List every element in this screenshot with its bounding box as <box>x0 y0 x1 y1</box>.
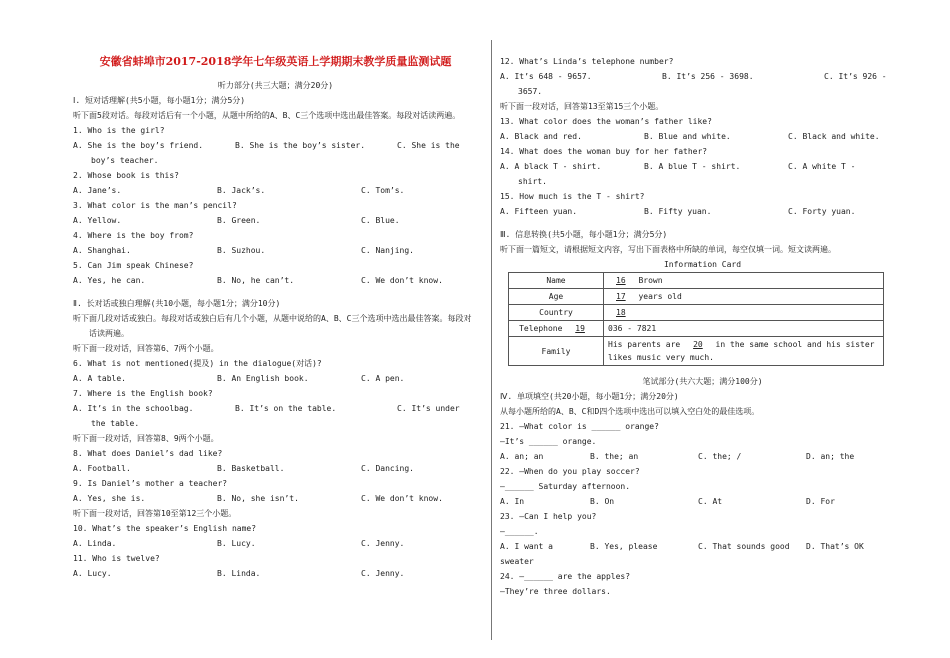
options: A. It’s in the schoolbag. B. It’s on the table. C. It’s under <box>73 404 460 413</box>
section4-instruction: 从每小题所给的A、B、C和D四个选项中选出可以填入空白处的最佳选项。 <box>500 407 760 416</box>
options: A. Yellow. B. Green. C. Blue. <box>73 216 400 225</box>
question-21: 21. —What color is ______ orange? —It’s ______ orange. A. an; an B. the; an C. the; / D. an; the <box>500 419 905 464</box>
question-1: 1. Who is the girl? A. She is the boy’s friend. B. She is the boy’s sister. C. She is the boy’s teacher. <box>73 123 478 168</box>
listening-header: 听力部分(共三大题；满分20分) <box>217 81 334 90</box>
options: A. Yes, he can. B. No, he can’t. C. We don’t know. <box>73 276 443 285</box>
table-row: Telephone 19 036 - 7821 <box>509 321 884 337</box>
options: A. an; an B. the; an C. the; / D. an; the <box>500 452 855 461</box>
options: A. In B. On C. At D. For <box>500 497 835 506</box>
options: A. It’s 648 - 9657. B. It’s 256 - 3698. C. It’s 926 - <box>500 72 887 81</box>
section4-header: Ⅳ. 单项填空(共20小题，每小题1分；满分20分) <box>500 392 679 401</box>
section2-intro-1: 听下面一段对话，回答第6、7两个小题。 <box>73 344 219 353</box>
written-header: 笔试部分(共六大题；满分100分) <box>642 377 763 386</box>
options: A. She is the boy’s friend. B. She is the boy’s sister. C. She is the <box>73 141 460 150</box>
question-8: 8. What does Daniel’s dad like? A. Football. B. Basketball. C. Dancing. <box>73 446 478 476</box>
options: A. Linda. B. Lucy. C. Jenny. <box>73 539 405 548</box>
question-4: 4. Where is the boy from? A. Shanghai. B. Suzhou. C. Nanjing. <box>73 228 478 258</box>
question-22: 22. —When do you play soccer? —______ Saturday afternoon. A. In B. On C. At D. For <box>500 464 905 509</box>
answer-blank[interactable]: 17 <box>616 292 626 301</box>
question-13: 13. What color does the woman’s father like? A. Black and red. B. Blue and white. C. Black and white. <box>500 114 905 144</box>
table-row: Family His parents are 20 in the same school and his sister likes music very much. <box>509 337 884 366</box>
section2-intro-2: 听下面一段对话，回答第8、9两个小题。 <box>73 434 219 443</box>
answer-blank[interactable]: 19 <box>575 324 585 333</box>
left-column <box>73 54 478 581</box>
options: A. Lucy. B. Linda. C. Jenny. <box>73 569 405 578</box>
options: A. Shanghai. B. Suzhou. C. Nanjing. <box>73 246 414 255</box>
question-23: 23. —Can I help you? —______. A. I want a sweater B. Yes, please C. That sounds good D. That’s OK <box>500 509 905 569</box>
question-9: 9. Is Daniel’s mother a teacher? A. Yes, she is. B. No, she isn’t. C. We don’t know. <box>73 476 478 506</box>
options: A. Jane’s. B. Jack’s. C. Tom’s. <box>73 186 405 195</box>
answer-blank[interactable]: 20 <box>693 340 703 349</box>
options: A. Fifteen yuan. B. Fifty yuan. C. Forty yuan. <box>500 207 856 216</box>
question-12: 12. What’s Linda’s telephone number? A. It’s 648 - 9657. B. It’s 256 - 3698. C. It’s 926 - 3657. <box>500 54 905 99</box>
table-row: Name 16 Brown <box>509 273 884 289</box>
question-7: 7. Where is the English book? A. It’s in the schoolbag. B. It’s on the table. C. It’s under the table. <box>73 386 478 431</box>
options: A. Yes, she is. B. No, she isn’t. C. We don’t know. <box>73 494 443 503</box>
section1-instruction: 听下面5段对话。每段对话后有一个小题，从题中所给的A、B、C三个选项中选出最佳答案。每段对话读两遍。 <box>73 111 461 120</box>
question-2: 2. Whose book is this? A. Jane’s. B. Jack’s. C. Tom’s. <box>73 168 478 198</box>
information-card <box>508 272 884 366</box>
question-3: 3. What color is the man’s pencil? A. Yellow. B. Green. C. Blue. <box>73 198 478 228</box>
column-divider <box>491 40 492 640</box>
question-14: 14. What does the woman buy for her father? A. A black T - shirt. B. A blue T - shirt. C. A white T - shirt. <box>500 144 905 189</box>
answer-blank[interactable]: 16 <box>616 276 626 285</box>
options: A. A table. B. An English book. C. A pen. <box>73 374 405 383</box>
options: A. Black and red. B. Blue and white. C. Black and white. <box>500 132 880 141</box>
question-10: 10. What’s the speaker’s English name? A. Linda. B. Lucy. C. Jenny. <box>73 521 478 551</box>
table-row: Age 17 years old <box>509 289 884 305</box>
answer-blank[interactable]: 18 <box>616 308 626 317</box>
section3-instruction: 听下面一篇短文，请根据短文内容，写出下面表格中所缺的单词，每空仅填一词。短文读两遍。 <box>500 245 836 254</box>
options: A. I want a sweater B. Yes, please C. That sounds good D. That’s OK <box>500 542 864 566</box>
section2-instruction: 听下面几段对话或独白。每段对话或独白后有几个小题，从题中说给的A、B、C三个选项中选出最佳答案。每段对话读两遍。 <box>73 314 472 338</box>
page-title: 安徽省蚌埠市2017-2018学年七年级英语上学期期末教学质量监测试题 <box>99 55 452 68</box>
options: A. Football. B. Basketball. C. Dancing. <box>73 464 414 473</box>
section2-intro-4: 听下面一段对话，回答第13至第15三个小题。 <box>500 102 664 111</box>
section2-header: Ⅱ. 长对话或独白理解(共10小题，每小题1分；满分10分) <box>73 299 281 308</box>
question-15: 15. How much is the T - shirt? A. Fifteen yuan. B. Fifty yuan. C. Forty yuan. <box>500 189 905 219</box>
section1-header: Ⅰ. 短对话理解(共5小题，每小题1分；满分5分) <box>73 96 246 105</box>
card-title: Information Card <box>663 260 742 269</box>
question-11: 11. Who is twelve? A. Lucy. B. Linda. C. Jenny. <box>73 551 478 581</box>
section3-header: Ⅲ. 信息转换(共5小题，每小题1分；满分5分) <box>500 230 668 239</box>
right-column <box>500 54 905 599</box>
question-6: 6. What is not mentioned(提及) in the dialogue(对话)? A. A table. B. An English book. C. A pen. <box>73 356 478 386</box>
options: A. A black T - shirt. B. A blue T - shirt. C. A white T - <box>500 162 856 171</box>
question-24: 24. —______ are the apples? —They’re three dollars. <box>500 572 631 596</box>
table-row: Country 18 <box>509 305 884 321</box>
section2-intro-3: 听下面一段对话，回答第10至第12三个小题。 <box>73 509 237 518</box>
question-5: 5. Can Jim speak Chinese? A. Yes, he can. B. No, he can’t. C. We don’t know. <box>73 258 478 288</box>
